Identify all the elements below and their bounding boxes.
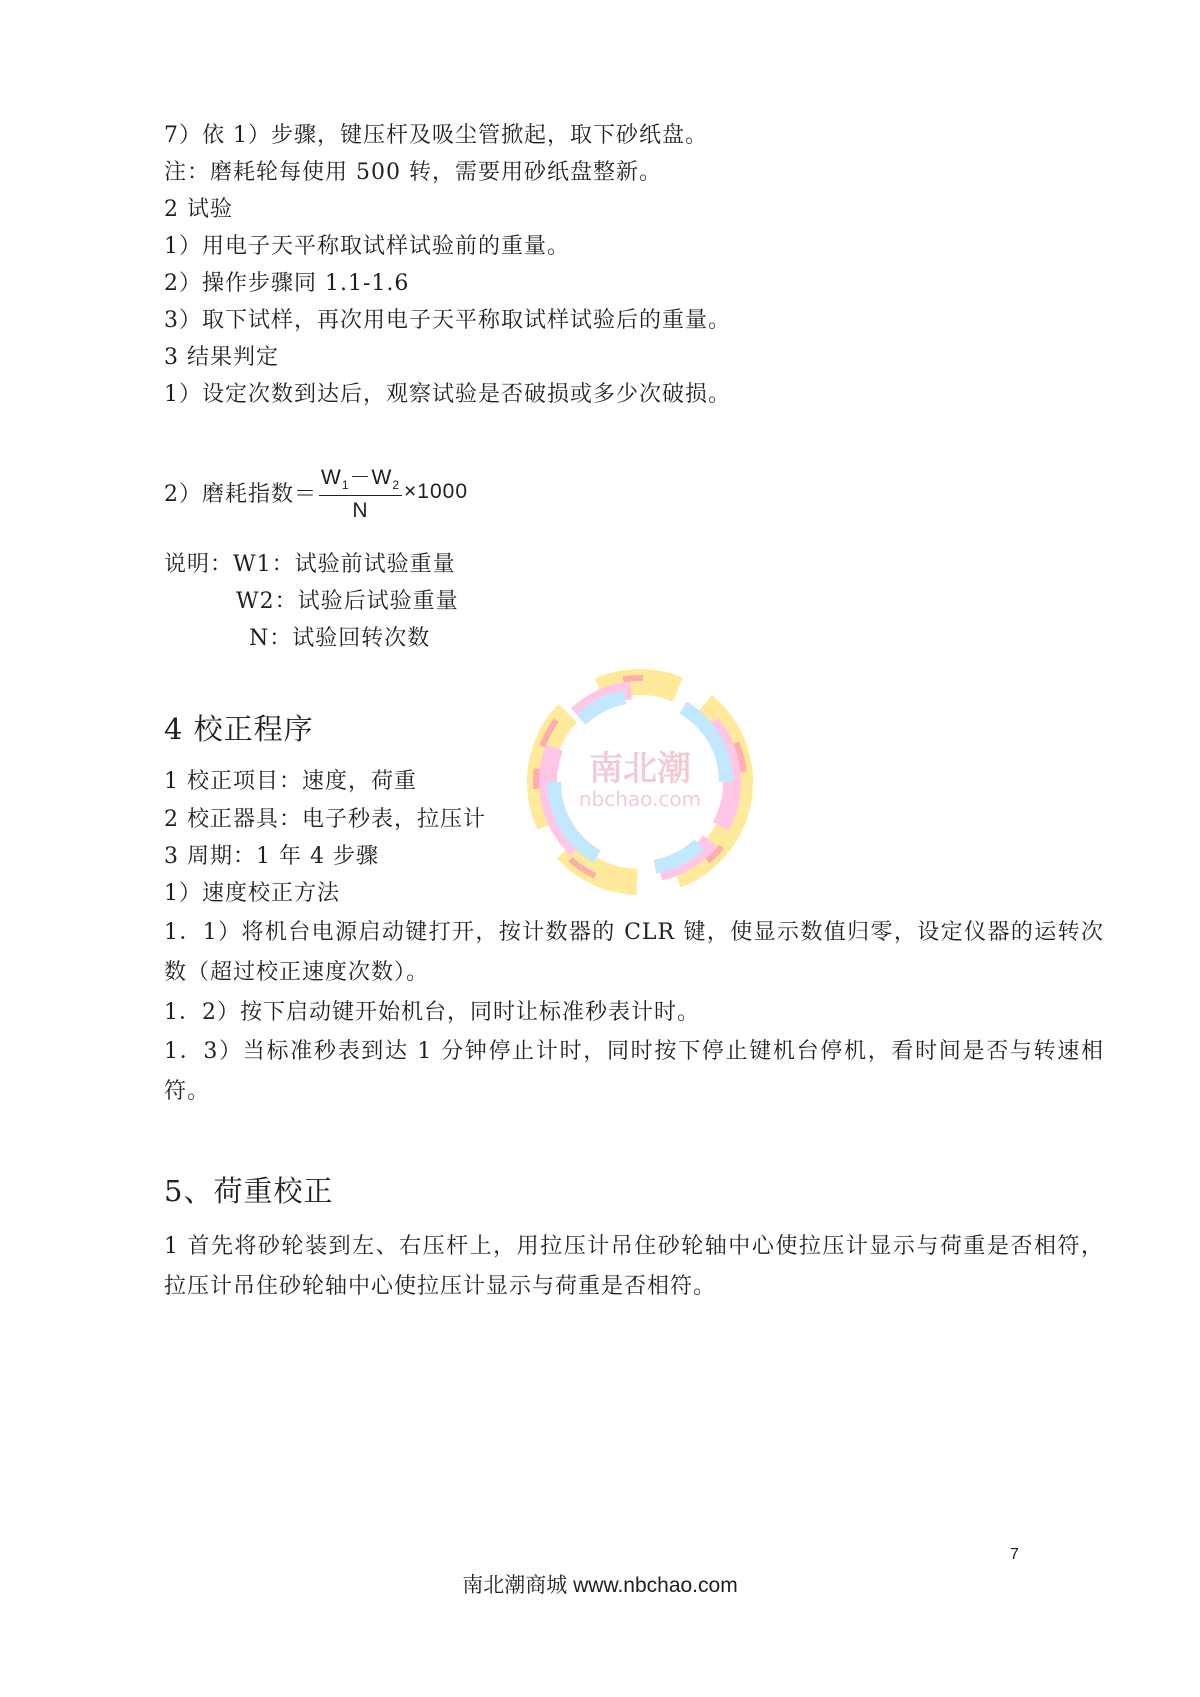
test-step-1: 1）用电子天平称取试样试验前的重量。	[164, 234, 570, 259]
watermark-cn: 南北潮	[589, 749, 691, 789]
legend-w2: W2：试验后试验重量	[236, 589, 459, 614]
speed-step-1-1: 1．1）将机台电源启动键打开，按计数器的 CLR 键，使显示数值归零，设定仪器的运转次数（超过校正速度次数）。	[164, 920, 1104, 985]
wear-index-formula	[164, 460, 468, 524]
formula-prefix: 2）磨耗指数＝	[164, 481, 317, 507]
result-title: 3 结果判定	[164, 345, 279, 370]
section-5-heading: 5、荷重校正	[164, 1174, 334, 1208]
section-4-heading: 4 校正程序	[164, 712, 314, 746]
note-text: 注：磨耗轮每使用 500 转，需要用砂纸盘整新。	[164, 160, 662, 185]
test-step-3: 3）取下试样，再次用电子天平称取试样试验后的重量。	[164, 308, 731, 333]
calibration-item-1: 1 校正项目：速度，荷重	[164, 769, 417, 794]
page-number: 7	[1010, 1546, 1019, 1563]
formula-denominator: N	[352, 498, 369, 522]
formula-multiplier: ×1000	[404, 480, 469, 503]
legend-w1: 说明：W1：试验前试验重量	[164, 552, 456, 577]
test-title: 2 试验	[164, 197, 233, 222]
speed-method-title: 1）速度校正方法	[164, 881, 340, 906]
calibration-item-2: 2 校正器具：电子秒表，拉压计	[164, 807, 486, 832]
speed-step-1-3: 1．3）当标准秒表到达 1 分钟停止计时，同时按下停止键机台停机，看时间是否与转速相符。	[164, 1039, 1104, 1104]
step-7: 7）依 1）步骤，键压杆及吸尘管掀起，取下砂纸盘。	[164, 123, 708, 148]
load-calibration-paragraph: 1 首先将砂轮装到左、右压杆上，用拉压计吊住砂轮轴中心使拉压计显示与荷重是否相符，拉压计吊住砂轮轴中心使拉压计显示与荷重是否相符。	[164, 1234, 1104, 1299]
watermark-en: nbchao.com	[578, 787, 702, 811]
nbchao-watermark-logo	[490, 652, 790, 912]
calibration-item-3: 3 周期：1 年 4 步骤	[164, 844, 379, 869]
formula-numerator: $W_1-W_2$	[319, 461, 402, 495]
footer-text: 南北潮商城 www.nbchao.com	[462, 1574, 738, 1597]
speed-step-1-2: 1．2）按下启动键开始机台，同时让标准秒表计时。	[164, 1000, 700, 1025]
legend-n: N：试验回转次数	[249, 626, 431, 651]
formula-fraction	[319, 461, 402, 522]
result-step-1: 1）设定次数到达后，观察试验是否破损或多少次破损。	[164, 382, 731, 407]
test-step-2: 2）操作步骤同 1.1-1.6	[164, 271, 410, 296]
